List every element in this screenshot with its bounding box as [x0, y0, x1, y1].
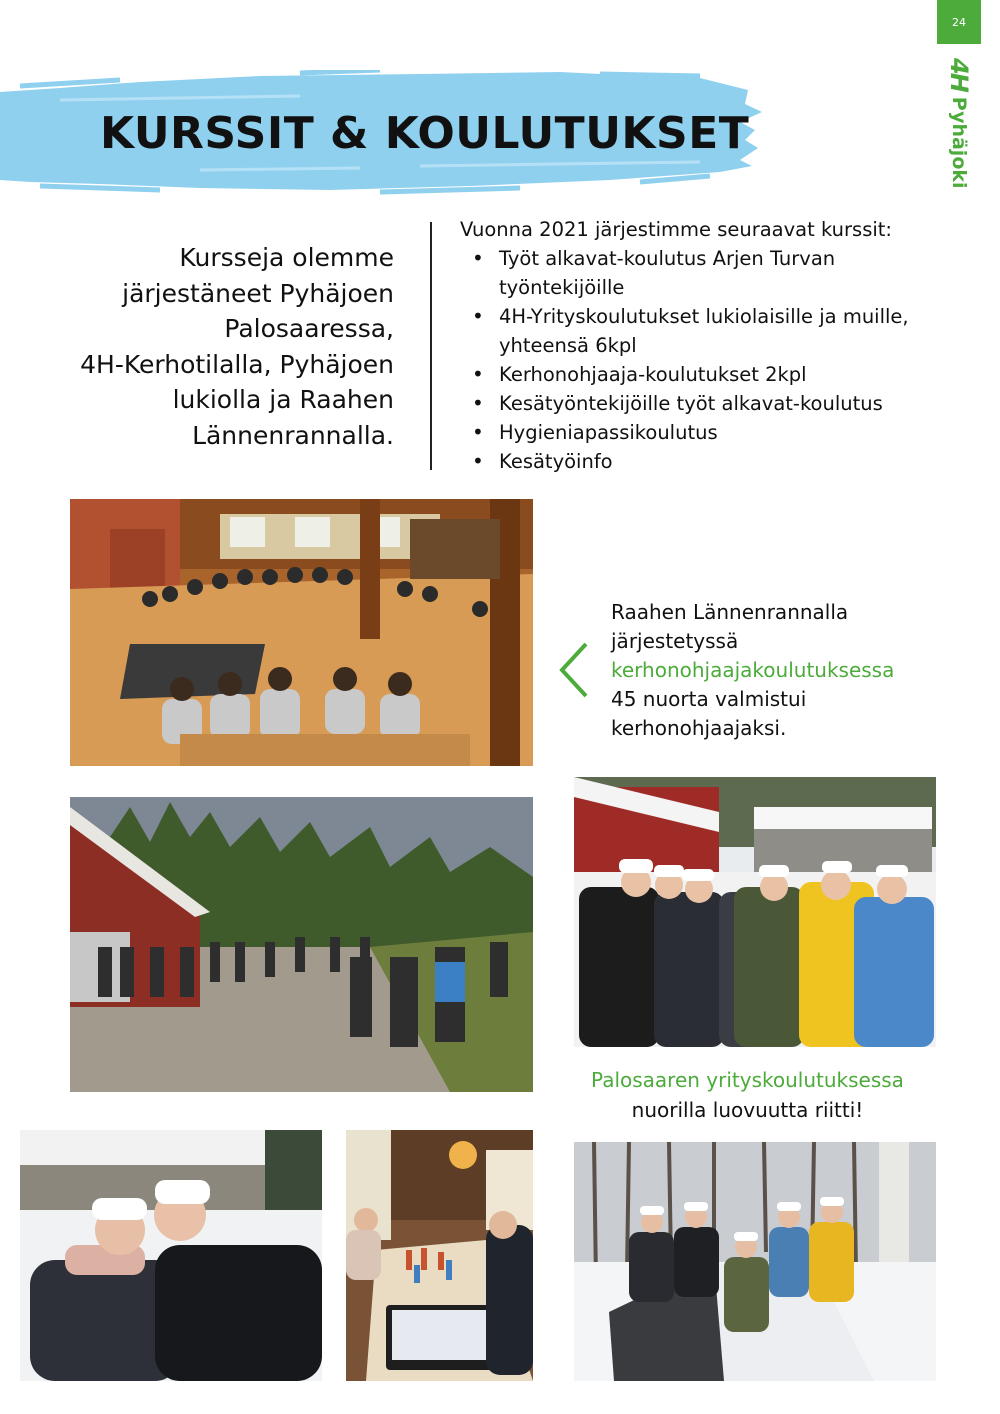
course-item: • Hygieniapassikoulutus: [472, 418, 940, 447]
photo-snow-group: [574, 777, 936, 1047]
caption-line: 45 nuorta valmistui: [611, 687, 807, 711]
page-number-text: 24: [952, 15, 966, 29]
intro-line: lukiolla ja Raahen: [172, 385, 394, 414]
caption-line: nuorilla luovuutta riitti!: [631, 1098, 864, 1122]
intro-text: [60, 240, 394, 453]
caption-highlight: Palosaaren yrityskoulutuksessa: [591, 1068, 904, 1092]
course-list-heading: Vuonna 2021 järjestimme seuraavat kurssit:: [460, 218, 892, 241]
intro-line: Lännenrannalla.: [192, 420, 394, 450]
caption-line: järjestetyssä: [611, 629, 739, 653]
photo-indoor-training-hall: [70, 499, 533, 766]
caption-line: kerhonohjaajaksi.: [611, 716, 787, 740]
logo-name: Pyhäjoki: [948, 96, 970, 189]
photo-two-boys: [20, 1130, 322, 1381]
caption-highlight: kerhonohjaajakoulutuksessa: [611, 658, 895, 682]
caption-instructor-training: [611, 598, 941, 743]
course-item: • Kerhonohjaaja-koulutukset 2kpl: [472, 360, 940, 389]
4h-logo: [937, 56, 981, 189]
intro-line: Kursseja olemme: [179, 243, 394, 272]
intro-line: 4H-Kerhotilalla, Pyhäjoen: [80, 349, 394, 379]
photo-indoor-table: [346, 1130, 533, 1381]
page-number: [937, 0, 981, 44]
intro-line: Palosaaressa,: [224, 314, 394, 343]
course-item: • 4H-Yrityskoulutukset lukiolaisille ja muille, yhteensä 6kpl: [472, 302, 940, 360]
caption-line: Raahen Lännenrannalla: [611, 600, 849, 624]
caption-business-training: [575, 1065, 920, 1125]
course-item: • Kesätyöinfo: [472, 447, 940, 476]
course-item: • Kesätyöntekijöille työt alkavat-koulutus: [472, 389, 940, 418]
4h-logo-mark: 4H: [945, 58, 973, 91]
divider: [430, 222, 432, 470]
course-item: • Työt alkavat-koulutus Arjen Turvan työntekijöille: [472, 244, 940, 302]
photo-outdoor-circle: [70, 797, 533, 1092]
page-title: KURSSIT & KOULUTUKSET: [100, 108, 750, 159]
intro-line: järjestäneet Pyhäjoen: [122, 278, 394, 308]
chevron-left-icon: [556, 640, 592, 700]
course-list: [460, 215, 940, 476]
photo-winter-forest-group: [574, 1142, 936, 1381]
